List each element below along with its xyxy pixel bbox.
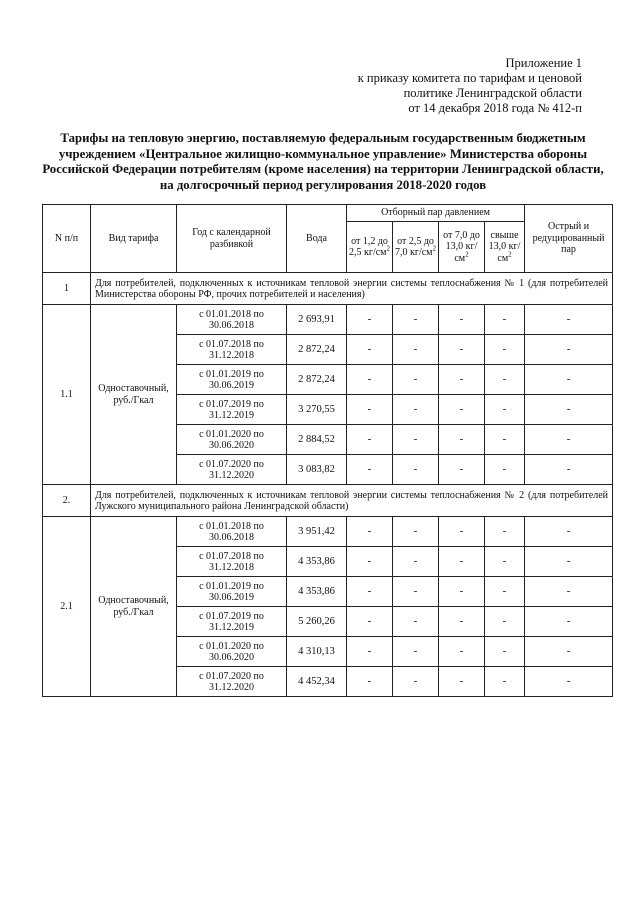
sharp-steam-value: -	[525, 577, 613, 607]
group-num: 2.	[43, 485, 91, 517]
appendix-header	[358, 56, 582, 116]
steam-1-value: -	[347, 547, 393, 577]
steam-3-value: -	[439, 577, 485, 607]
period-cell: с 01.07.2018 по 31.12.2018	[177, 335, 287, 365]
unit-superscript: 2	[432, 244, 437, 253]
header-sharp-steam: Острый и редуцированный пар	[525, 205, 613, 273]
steam-4-value: -	[485, 517, 525, 547]
steam-3-value: -	[439, 637, 485, 667]
group-row	[43, 485, 613, 517]
header-steam-1	[347, 222, 393, 273]
sharp-steam-value: -	[525, 547, 613, 577]
sharp-steam-value: -	[525, 667, 613, 697]
steam-1-value: -	[347, 577, 393, 607]
water-value: 2 872,24	[287, 365, 347, 395]
water-value: 4 452,34	[287, 667, 347, 697]
period-cell: с 01.01.2019 по 30.06.2019	[177, 365, 287, 395]
steam-1-value: -	[347, 637, 393, 667]
steam-2-value: -	[393, 577, 439, 607]
group-num: 1	[43, 273, 91, 305]
table-row	[43, 517, 613, 547]
steam-3-value: -	[439, 305, 485, 335]
row-num: 2.1	[43, 517, 91, 697]
group-description: Для потребителей, подключенных к источникам тепловой энергии системы теплоснабжения № 1 (для потребителей Министерства обороны РФ, прочих потребителей и населения)	[91, 273, 613, 305]
water-value: 2 884,52	[287, 425, 347, 455]
steam-3-value: -	[439, 365, 485, 395]
steam-1-value: -	[347, 425, 393, 455]
tariff-type: Одноставочный, руб./Гкал	[91, 517, 177, 697]
header-steam-2	[393, 222, 439, 273]
steam-2-value: -	[393, 425, 439, 455]
steam-4-value: -	[485, 305, 525, 335]
steam-2-value: -	[393, 395, 439, 425]
water-value: 4 310,13	[287, 637, 347, 667]
appendix-line: Приложение 1	[505, 56, 582, 70]
appendix-line: от 14 декабря 2018 года № 412-п	[408, 101, 582, 115]
steam-1-value: -	[347, 335, 393, 365]
steam-4-value: -	[485, 667, 525, 697]
steam-2-value: -	[393, 607, 439, 637]
header-num: N п/п	[43, 205, 91, 273]
steam-4-value: -	[485, 637, 525, 667]
header-steam-3	[439, 222, 485, 273]
water-value: 2 872,24	[287, 335, 347, 365]
steam-2-value: -	[393, 517, 439, 547]
steam-2-value: -	[393, 667, 439, 697]
sharp-steam-value: -	[525, 607, 613, 637]
period-cell: с 01.07.2019 по 31.12.2019	[177, 395, 287, 425]
document-title: Тарифы на тепловую энергию, поставляемую федеральным государственным бюджетным учреждением «Центральное жилищно-коммунальное управление» Министерства обороны Российской Федерации потребителям (кроме населения) на территории Ленинградской области, на долгосрочный период регулирования 2018-2020 годов	[42, 131, 604, 192]
header-water: Вода	[287, 205, 347, 273]
unit-superscript: 2	[508, 250, 512, 259]
steam-4-value: -	[485, 577, 525, 607]
tariff-type: Одноставочный, руб./Гкал	[91, 305, 177, 485]
row-num: 1.1	[43, 305, 91, 485]
steam-3-value: -	[439, 335, 485, 365]
sharp-steam-value: -	[525, 425, 613, 455]
unit-superscript: 2	[465, 250, 469, 259]
steam-2-value: -	[393, 305, 439, 335]
header-tariff-type: Вид тарифа	[91, 205, 177, 273]
header-steam-4-label: свыше 13,0 кг/см	[488, 229, 521, 264]
period-cell: с 01.07.2018 по 31.12.2018	[177, 547, 287, 577]
steam-4-value: -	[485, 425, 525, 455]
period-cell: с 01.07.2020 по 31.12.2020	[177, 455, 287, 485]
steam-4-value: -	[485, 335, 525, 365]
header-year: Год с календарной разбивкой	[177, 205, 287, 273]
sharp-steam-value: -	[525, 637, 613, 667]
water-value: 2 693,91	[287, 305, 347, 335]
water-value: 3 083,82	[287, 455, 347, 485]
water-value: 4 353,86	[287, 547, 347, 577]
steam-3-value: -	[439, 455, 485, 485]
sharp-steam-value: -	[525, 305, 613, 335]
period-cell: с 01.01.2020 по 30.06.2020	[177, 637, 287, 667]
steam-1-value: -	[347, 517, 393, 547]
tariff-table	[42, 204, 613, 697]
sharp-steam-value: -	[525, 455, 613, 485]
steam-2-value: -	[393, 335, 439, 365]
steam-1-value: -	[347, 365, 393, 395]
header-steam-3-label: от 7,0 до 13,0 кг/см	[443, 229, 480, 264]
steam-4-value: -	[485, 547, 525, 577]
period-cell: с 01.01.2018 по 30.06.2018	[177, 305, 287, 335]
steam-2-value: -	[393, 637, 439, 667]
steam-3-value: -	[439, 395, 485, 425]
steam-1-value: -	[347, 667, 393, 697]
steam-2-value: -	[393, 365, 439, 395]
period-cell: с 01.07.2019 по 31.12.2019	[177, 607, 287, 637]
period-cell: с 01.01.2018 по 30.06.2018	[177, 517, 287, 547]
water-value: 4 353,86	[287, 577, 347, 607]
steam-3-value: -	[439, 517, 485, 547]
appendix-line: к приказу комитета по тарифам и ценовой	[357, 71, 582, 85]
steam-2-value: -	[393, 455, 439, 485]
group-description: Для потребителей, подключенных к источникам тепловой энергии системы теплоснабжения № 2 (для потребителей Лужского муниципального района Ленинградской области)	[91, 485, 613, 517]
steam-2-value: -	[393, 547, 439, 577]
steam-3-value: -	[439, 667, 485, 697]
period-cell: с 01.01.2020 по 30.06.2020	[177, 425, 287, 455]
appendix-line: политике Ленинградской области	[403, 86, 582, 100]
sharp-steam-value: -	[525, 517, 613, 547]
steam-3-value: -	[439, 607, 485, 637]
group-row	[43, 273, 613, 305]
table-row	[43, 305, 613, 335]
header-steam-2-label: от 2,5 до 7,0 кг/см	[395, 235, 434, 258]
steam-4-value: -	[485, 365, 525, 395]
steam-3-value: -	[439, 547, 485, 577]
steam-4-value: -	[485, 455, 525, 485]
unit-superscript: 2	[386, 244, 391, 253]
period-cell: с 01.01.2019 по 30.06.2019	[177, 577, 287, 607]
period-cell: с 01.07.2020 по 31.12.2020	[177, 667, 287, 697]
sharp-steam-value: -	[525, 395, 613, 425]
steam-1-value: -	[347, 395, 393, 425]
water-value: 3 951,42	[287, 517, 347, 547]
water-value: 3 270,55	[287, 395, 347, 425]
water-value: 5 260,26	[287, 607, 347, 637]
header-steam-group: Отборный пар давлением	[347, 205, 525, 222]
steam-1-value: -	[347, 305, 393, 335]
table-header-row	[43, 205, 613, 222]
steam-3-value: -	[439, 425, 485, 455]
header-steam-1-label: от 1,2 до 2,5 кг/см	[349, 235, 388, 258]
sharp-steam-value: -	[525, 335, 613, 365]
header-steam-4	[485, 222, 525, 273]
steam-4-value: -	[485, 607, 525, 637]
steam-1-value: -	[347, 607, 393, 637]
steam-4-value: -	[485, 395, 525, 425]
steam-1-value: -	[347, 455, 393, 485]
sharp-steam-value: -	[525, 365, 613, 395]
